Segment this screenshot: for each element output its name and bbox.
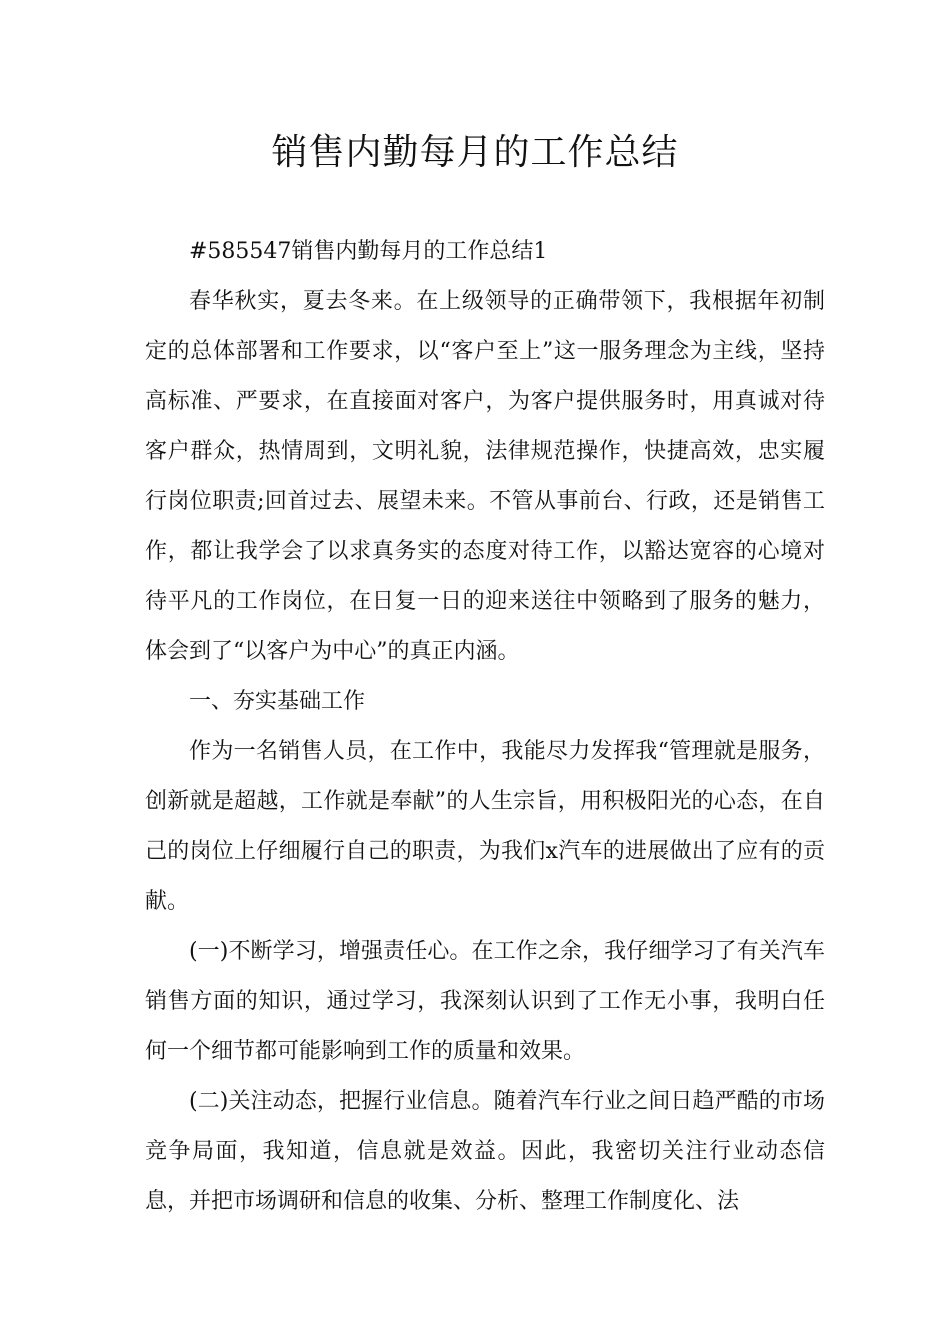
section-heading-1: 一、夯实基础工作 [189, 689, 366, 714]
document-body [145, 227, 825, 1227]
paragraph-subsection-1: (一)不断学习，增强责任心。在工作之余，我仔细学习了有关汽车销售方面的知识，通过学习，我深刻认识到了工作无小事，我明白任何一个细节都可能影响到工作的质量和效果。 [145, 939, 825, 1064]
paragraph-section-1: 作为一名销售人员，在工作中，我能尽力发挥我“管理就是服务，创新就是超越，工作就是奉献”的人生宗旨，用积极阳光的心态，在自己的岗位上仔细履行自己的职责，为我们x汽车的进展做出了应有的贡献。 [145, 739, 825, 914]
document-title: 销售内勤每月的工作总结 [271, 132, 679, 173]
paragraph-heading-1: #585547销售内勤每月的工作总结1 [189, 239, 548, 264]
paragraph-intro: 春华秋实，夏去冬来。在上级领导的正确带领下，我根据年初制定的总体部署和工作要求，以“客户至上”这一服务理念为主线，坚持高标准、严要求，在直接面对客户，为客户提供服务时，用真诚对待客户群众，热情周到，文明礼貌，法律规范操作，快捷高效，忠实履行岗位职责;回首过去、展望未来。不管从事前台、行政，还是销售工作，都让我学会了以求真务实的态度对待工作，以豁达宽容的心境对待平凡的工作岗位，在日复一日的迎来送往中领略到了服务的魅力，体会到了“以客户为中心”的真正内涵。 [145, 289, 825, 664]
paragraph-subsection-2: (二)关注动态，把握行业信息。随着汽车行业之间日趋严酷的市场竞争局面，我知道，信息就是效益。因此，我密切关注行业动态信息，并把市场调研和信息的收集、分析、整理工作制度化、法 [145, 1089, 825, 1214]
